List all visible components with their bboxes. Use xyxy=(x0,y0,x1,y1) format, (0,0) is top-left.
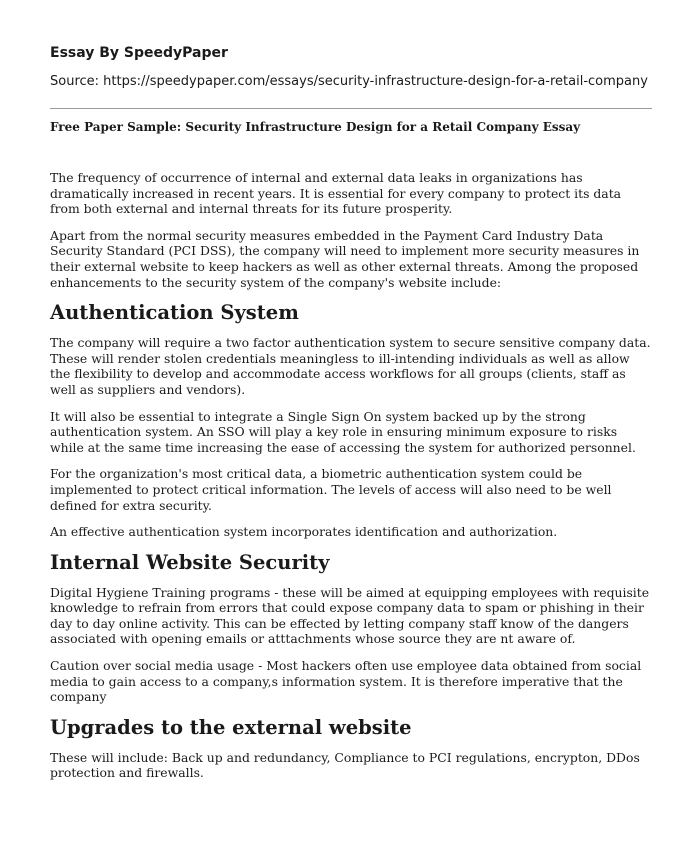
section-paragraph: For the organization's most critical data, a biometric authentication system could be implemented to protect critical information. The levels of access will also need to be well defined for extra security. xyxy=(50,466,612,513)
section-heading-external-upgrades: Upgrades to the external website xyxy=(50,715,412,739)
section-paragraph: An effective authentication system incorporates identification and authorization. xyxy=(50,524,558,540)
section-paragraph: Caution over social media usage - Most hackers often use employee data obtained from social media to gain access to a company,s information system. It is therefore imperative that the company xyxy=(50,658,642,705)
brand-label: Essay By SpeedyPaper xyxy=(50,45,228,61)
paper-title: Free Paper Sample: Security Infrastructure Design for a Retail Company Essay xyxy=(50,120,581,134)
section-paragraph: These will include: Back up and redundancy, Compliance to PCI regulations, encrypton, DDos protection and firewalls. xyxy=(50,749,640,781)
section-paragraph: Digital Hygiene Training programs - these will be aimed at equipping employees with requisite knowledge to refrain from errors that could expose company data to spam or phishing in their day to day online activity. This can be effected by letting company staff know of the dangers associated with opening emails or atttachments whose source they are nt aware of. xyxy=(50,584,650,647)
section-heading-authentication: Authentication System xyxy=(50,301,299,325)
section-paragraph: It will also be essential to integrate a Single Sign On system backed up by the strong authentication system. An SSO will play a key role in ensuring minimum exposure to risks while at the same time increasing the ease of accessing the system for authorized personnel. xyxy=(50,408,636,455)
intro-paragraph: Apart from the normal security measures embedded in the Payment Card Industry Data Security Standard (PCI DSS), the company will need to implement more security measures in their external website to keep hackers as well as other external threats. Among the proposed enhancements to the security system of the company's website include: xyxy=(50,227,640,290)
header-divider xyxy=(50,108,652,109)
intro-paragraph: The frequency of occurrence of internal and external data leaks in organizations has dramatically increased in recent years. It is essential for every company to protect its data from both external and internal threats for its future prosperity. xyxy=(50,170,622,217)
source-url: Source: https://speedypaper.com/essays/security-infrastructure-design-for-a-retail-company xyxy=(50,74,648,89)
section-paragraph: The company will require a two factor authentication system to secure sensitive company data. These will render stolen credentials meaningless to ill-intending individuals as well as allow the flexibility to develop and accommodate access workflows for all groups (clients, staff as well as suppliers and vendors). xyxy=(50,335,651,397)
section-heading-internal-security: Internal Website Security xyxy=(50,550,330,574)
essay-body xyxy=(50,170,652,792)
